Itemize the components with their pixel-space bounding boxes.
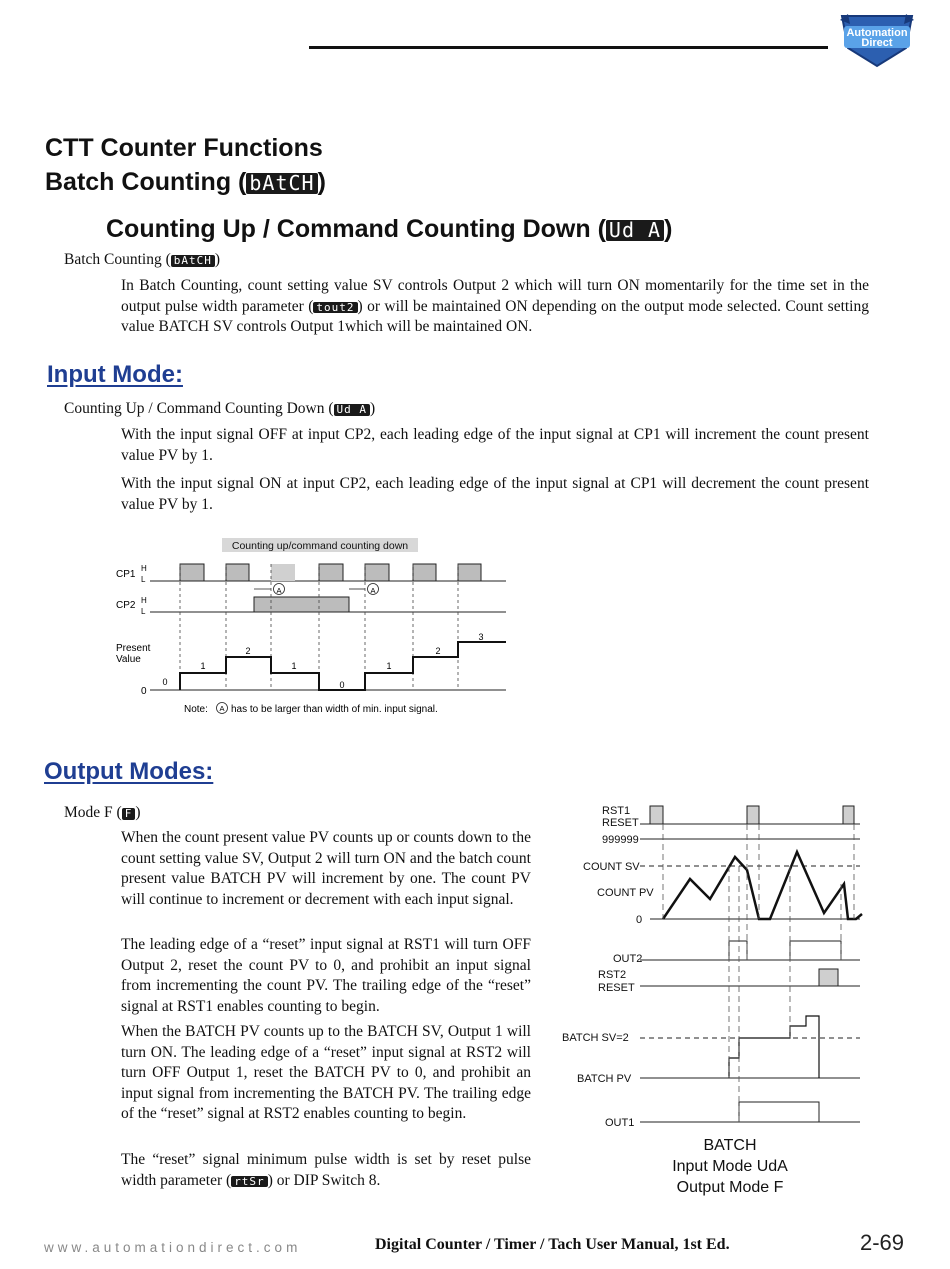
cp1-low: L: [141, 575, 146, 584]
batch-pv-trace: [729, 1016, 819, 1078]
cp2-low: L: [141, 607, 146, 616]
zero-label: 0: [636, 914, 643, 926]
cp2-label: CP2: [116, 600, 136, 611]
pv-zero: 0: [141, 686, 147, 697]
cp1-pulses: [180, 564, 481, 581]
batch-output-diagram: [558, 796, 870, 1128]
marker-a-1: A: [276, 586, 282, 595]
out1-label: OUT1: [605, 1117, 635, 1128]
counting-timing-diagram: [108, 536, 518, 718]
automationdirect-logo: [838, 10, 916, 70]
out2-label: OUT2: [613, 953, 643, 965]
marker-a-2: A: [370, 586, 376, 595]
header-rule: [309, 46, 828, 49]
cp1-high: H: [141, 564, 147, 573]
mode-f-label: Mode F ( F ): [64, 804, 141, 821]
page-number: 2-69: [860, 1230, 905, 1255]
cp2-high: H: [141, 596, 147, 605]
input-mode-para-1: With the input signal OFF at input CP2, each leading edge of the input signal at CP1 will increment the count present value PV by 1.: [121, 426, 869, 464]
input-mode-para-2: With the input signal ON at input CP2, each leading edge of the input signal at CP1 will decrement the count present value PV by 1.: [121, 475, 869, 513]
mode-f-para-1: When the count present value PV counts up or counts down to the count setting value SV, Output 2 will turn ON and the batch count present value BATCH PV will increment by one. The count PV will continue to increment or decrement with each input signal.: [121, 829, 531, 908]
mode-f-para-2: The leading edge of a “reset” input signal at RST1 will turn OFF Output 2, reset the count PV to 0, and prohibit an input signal from incrementing the count PV. The trailing edge of the “reset” signal at RST1 enables counting to begin.: [121, 936, 531, 1015]
logo-text-1: Automation: [846, 27, 908, 39]
step-2: 2: [245, 646, 251, 656]
subsection-title: Counting Up / Command Counting Down ( Ud A ): [106, 215, 673, 243]
count-pv-label: COUNT PV: [597, 887, 654, 899]
rst2-label: RST2: [598, 969, 627, 981]
footer-manual-title: Digital Counter / Timer / Tach User Manual, 1st Ed.: [375, 1236, 730, 1253]
rst1-label: RST1: [602, 805, 631, 817]
step-5: 1: [386, 661, 392, 671]
cp2-pulse: [254, 597, 349, 612]
max-label: 999999: [602, 834, 639, 846]
batch-counting-description: In Batch Counting, count setting value SV controls Output 2 which will turn ON momentarily for the time set in the output pulse width parameter ( tout2 ) or will be maintained ON depending on the output mode selected. Count setting value BATCH SV controls Output 1which will be maintained ON.: [121, 277, 869, 335]
batch-pv-label: BATCH PV: [577, 1073, 632, 1085]
section-title-batch: Batch Counting ( bAtCH ): [45, 168, 326, 196]
step-0: 0: [162, 677, 168, 687]
step-3: 1: [291, 661, 297, 671]
step-1: 1: [200, 661, 206, 671]
output-modes-heading: Output Modes:: [44, 758, 214, 785]
batch-sv-label: BATCH SV=2: [562, 1032, 629, 1044]
pv-label-1: Present: [116, 643, 151, 654]
pv-label-2: Value: [116, 654, 141, 665]
rst2-reset-label: RESET: [598, 982, 635, 994]
cp1-label: CP1: [116, 569, 136, 580]
step-6: 2: [435, 646, 441, 656]
count-pv-trace: [663, 852, 862, 919]
rst1-reset-label: RESET: [602, 817, 639, 829]
diagram-title: Counting up/command counting down: [231, 540, 409, 552]
input-mode-label: Counting Up / Command Counting Down ( Ud A ): [64, 400, 376, 417]
step-4: 0: [339, 680, 345, 690]
batch-diagram-caption: BATCH Input Mode UdA Output Mode F: [672, 1137, 788, 1196]
batch-counting-label: Batch Counting ( bAtCH ): [64, 251, 221, 268]
note-prefix: Note:: [184, 704, 208, 715]
page-title: CTT Counter Functions: [45, 134, 323, 162]
mode-f-para-4: The “reset” signal minimum pulse width is set by reset pulse width parameter ( rtSr ) or DIP Switch 8.: [121, 1151, 531, 1189]
count-sv-label: COUNT SV: [583, 861, 640, 873]
step-7: 3: [478, 632, 484, 642]
footer-url[interactable]: www.automationdirect.com: [44, 1240, 302, 1255]
note-text: has to be larger than width of min. input signal.: [231, 704, 438, 715]
note-marker: A: [219, 704, 225, 713]
mode-f-para-3: When the BATCH PV counts up to the BATCH SV, Output 1 will turn ON. The leading edge of a “reset” input signal at RST2 will turn OFF Output 1, reset the BATCH PV to 0, and prohibit an input signal from incrementing the BATCH PV. The trailing edge of the “reset” signal at RST2 enables counting to begin.: [121, 1023, 531, 1122]
logo-text-2: Direct: [861, 37, 893, 49]
input-mode-heading: Input Mode:: [47, 361, 183, 388]
